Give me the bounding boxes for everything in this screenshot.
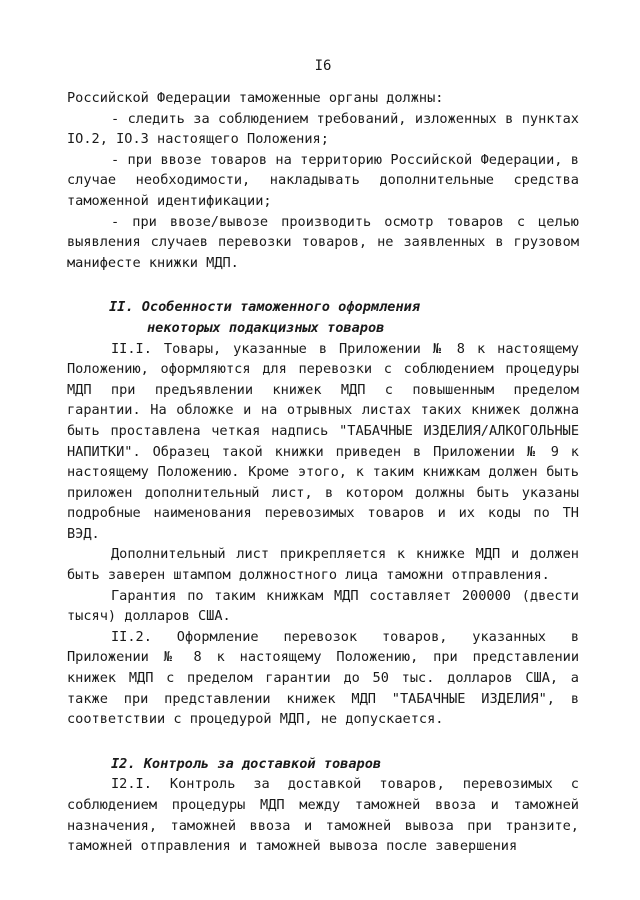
section-11-heading-line1: II. Особенности таможенного оформления <box>109 299 420 316</box>
paragraph-11-1-cont: Дополнительный лист прикрепляется к книжке МДП и должен быть заверен штампом должностного лица таможни отправления. <box>67 546 579 584</box>
paragraph-11-guarantee: Гарантия по таким книжкам МДП составляет 200000 (двести тысяч) долларов США. <box>67 587 579 625</box>
page-content <box>67 88 579 857</box>
intro-lead: Российской Федерации таможенные органы должны: <box>67 90 444 106</box>
section-12-heading: I2. Контроль за доставкой товаров <box>111 755 382 772</box>
section-11-heading-line2: некоторых подакцизных товаров <box>147 319 385 336</box>
intro-bullet-1: - следить за соблюдением требований, изложенных в пунктах IO.2, IO.3 настоящего Положения; <box>67 110 579 148</box>
paragraph-11-2: II.2. Оформление перевозок товаров, указанных в Приложении № 8 к настоящему Положению, при представлении книжек МДП с пределом гарантии до 50 тыс. долларов США, а также при представлении книжек МДП "ТАБАЧНЫЕ ИЗДЕЛИЯ", в соответствии с процедурой МДП, не допускается. <box>67 628 579 728</box>
intro-bullet-3: - при ввозе/вывозе производить осмотр товаров с целью выявления случаев перевозки товаров, не заявленных в грузовом манифесте книжки МДП. <box>67 213 579 271</box>
section-11-heading <box>67 297 579 338</box>
page-number: I6 <box>314 58 332 74</box>
paragraph-11-1: II.I. Товары, указанные в Приложении № 8 к настоящему Положению, оформляются для перевозки с соблюдением процедуры МДП при предъявлении книжек МДП с повышенным пределом гарантии. На обложке и на отрывных листах таких книжек должна быть проставлена четкая надпись "ТАБАЧНЫЕ ИЗДЕЛИЯ/АЛКОГОЛЬНЫЕ НАПИТКИ". Образец такой книжки приведен в Приложении № 9 к настоящему Положению. Кроме этого, к таким книжкам должен быть приложен дополнительный лист, в котором должны быть указаны подробные наименования перевозимых товаров и их коды по ТН ВЭД. <box>67 340 579 542</box>
paragraph-12-1: I2.I. Контроль за доставкой товаров, перевозимых с соблюдением процедуры МДП между таможней ввоза и таможней назначения, таможней ввоза и таможней вывоза при транзите, таможней отправления и таможней вывоза после завершения <box>67 776 579 855</box>
intro-bullet-2: - при ввозе товаров на территорию Российской Федерации, в случае необходимости, накладывать дополнительные средства таможенной идентификации; <box>67 151 579 209</box>
